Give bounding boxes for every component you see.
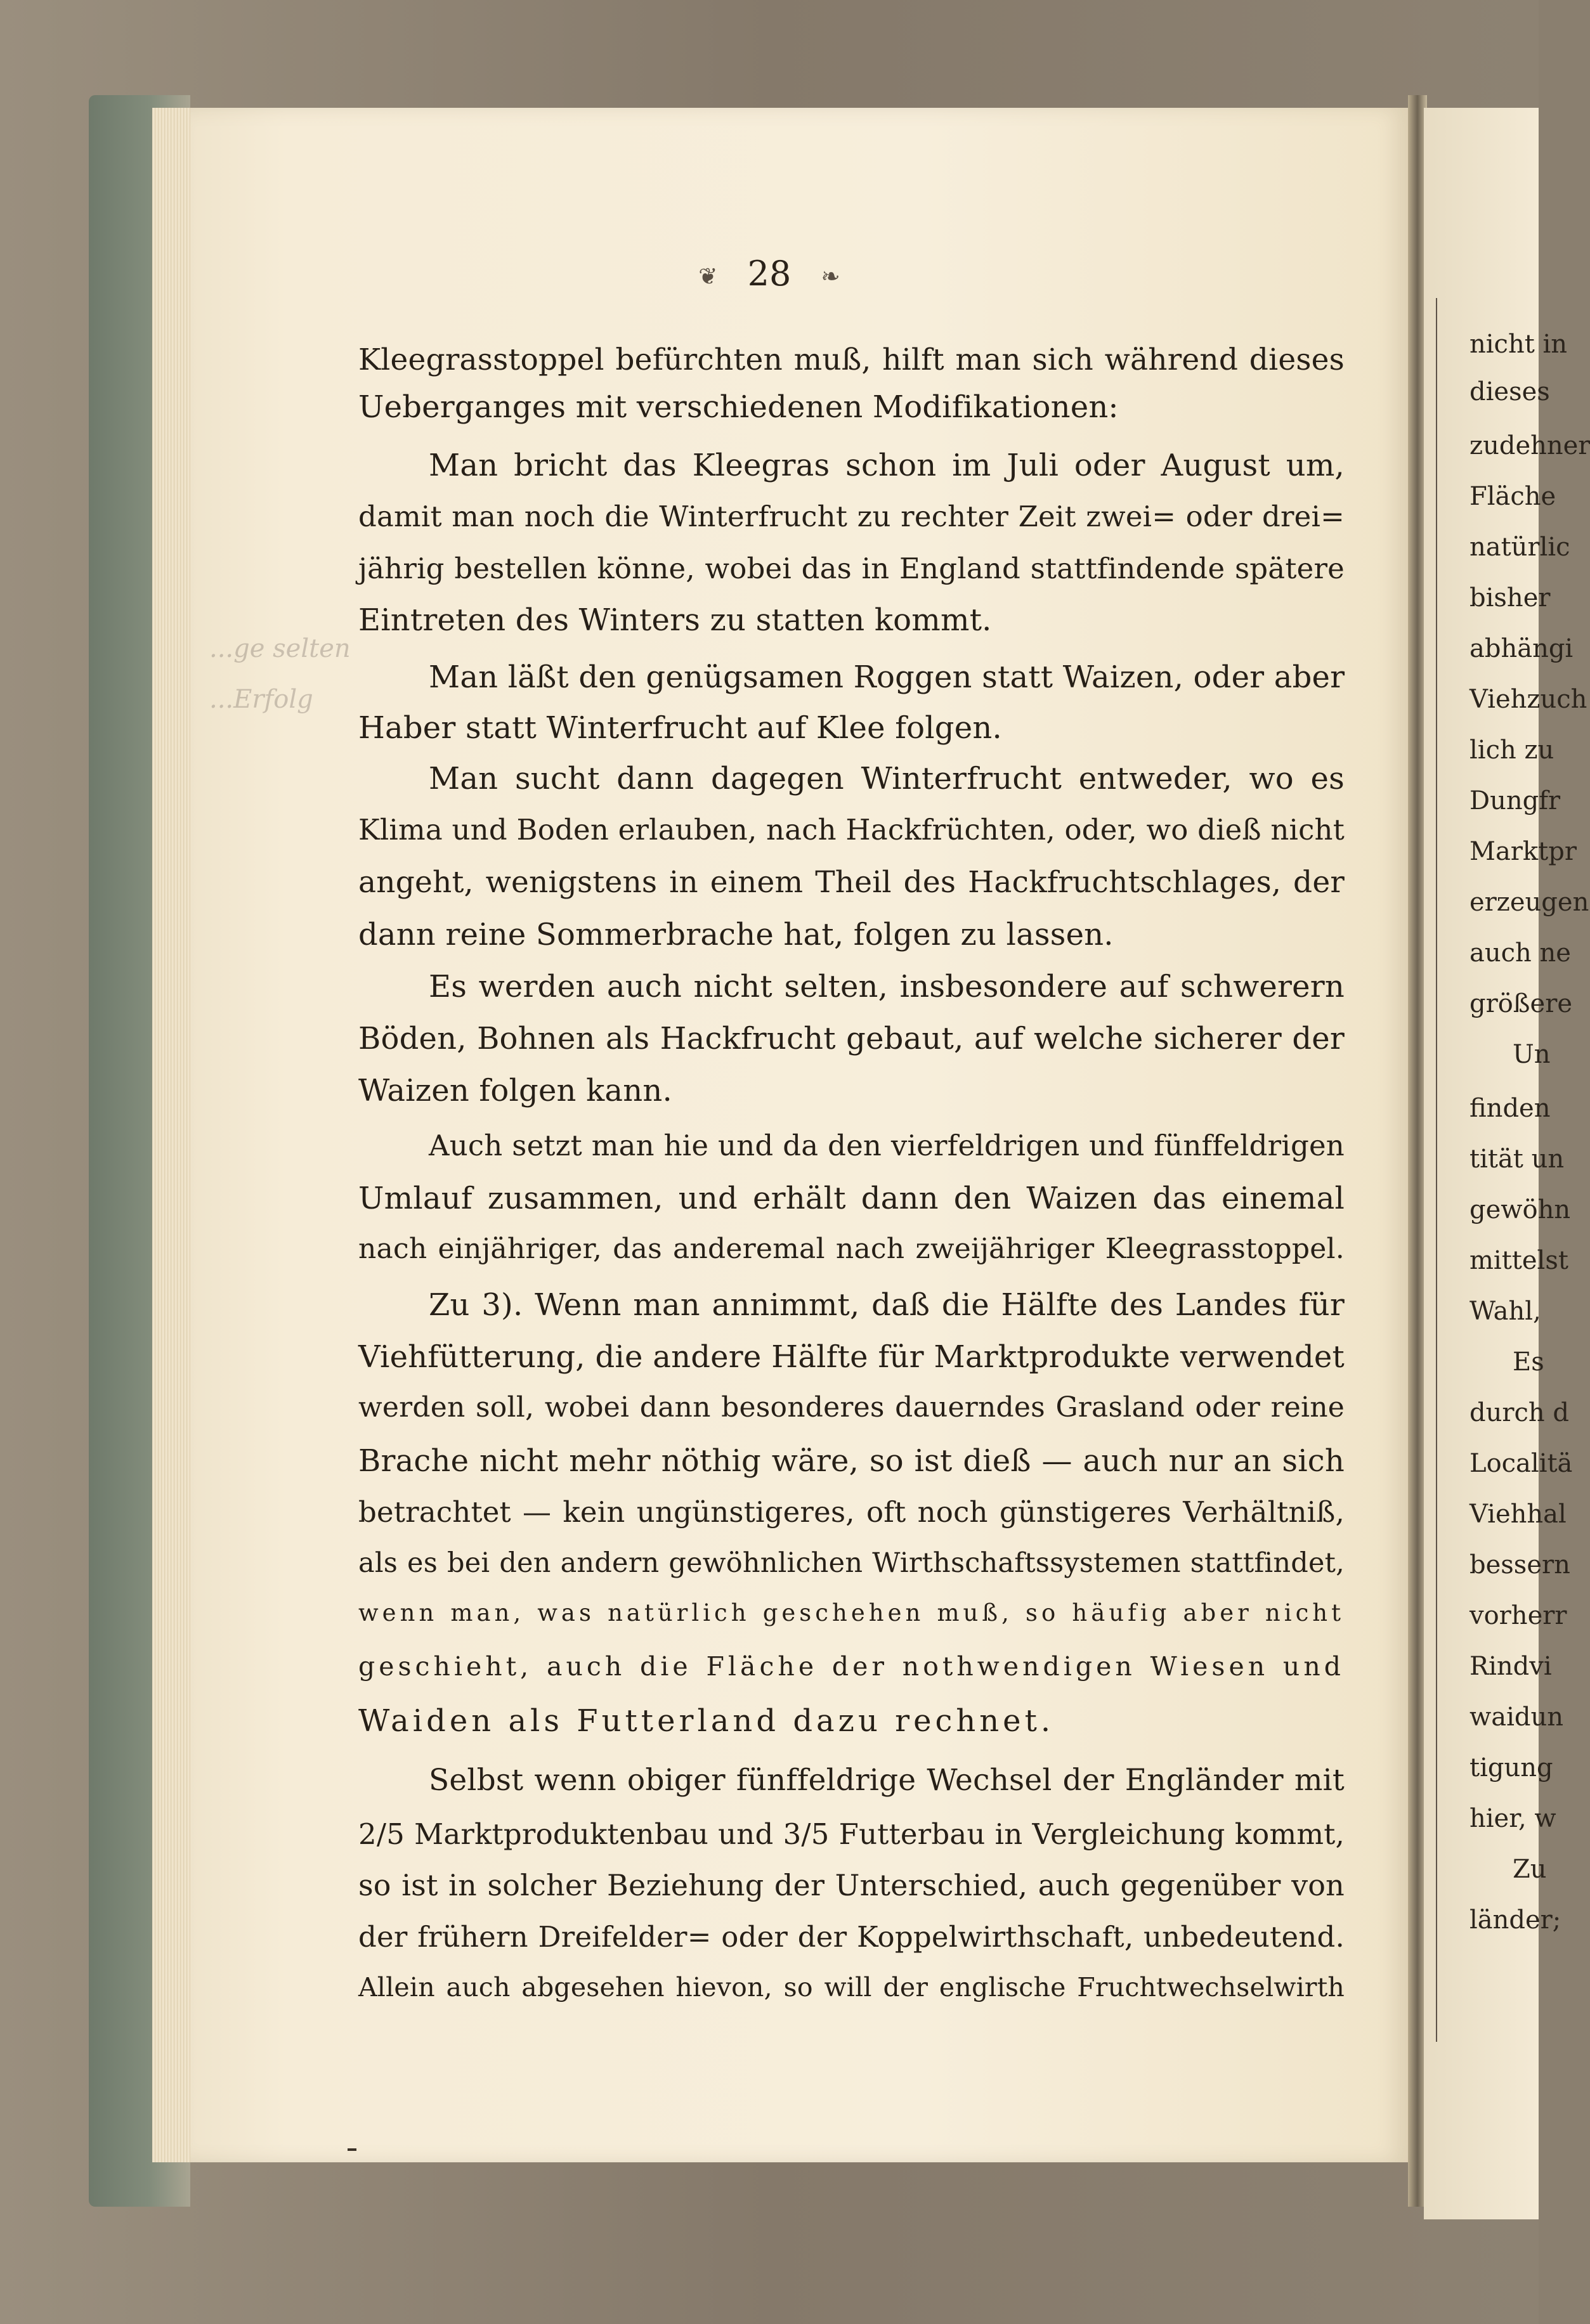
text-line: Man sucht dann dagegen Winterfrucht entweder, wo es: [429, 761, 1345, 796]
facing-page-line: auch ne: [1469, 938, 1571, 968]
ornament-left-icon: ❦: [698, 263, 718, 290]
text-line: Eintreten des Winters zu statten kommt.: [358, 602, 992, 638]
text-line: 2/5 Marktproduktenbau und 3/5 Futterbau in Vergleichung kommt,: [358, 1817, 1345, 1851]
text-line: der frühern Dreifelder= oder der Koppelwirthschaft, unbedeutend.: [358, 1920, 1345, 1954]
facing-page-line: mittelst: [1469, 1246, 1568, 1275]
facing-page-line: lich zu: [1469, 736, 1554, 765]
facing-page-line: Es: [1513, 1347, 1544, 1377]
text-line: Man läßt den genügsamen Roggen statt Waizen, oder aber: [429, 659, 1345, 695]
facing-page-line: waidun: [1469, 1703, 1564, 1732]
text-line: Kleegrasstoppel befürchten muß, hilft man sich während dieses: [358, 342, 1345, 377]
facing-page-line: Fläche: [1469, 482, 1556, 511]
text-line: nach einjähriger, das anderemal nach zweijähriger Kleegrasstoppel.: [358, 1233, 1345, 1265]
text-line: Brache nicht mehr nöthig wäre, so ist dieß — auch nur an sich: [358, 1443, 1345, 1479]
facing-page-line: Un: [1513, 1040, 1551, 1069]
text-line: damit man noch die Winterfrucht zu rechter Zeit zwei= oder drei=: [358, 500, 1345, 533]
text-line: Klima und Boden erlauben, nach Hackfrüchten, oder, wo dieß nicht: [358, 813, 1345, 847]
facing-page-line: bisher: [1469, 583, 1551, 613]
text-line: Waizen folgen kann.: [358, 1073, 672, 1108]
text-line: Man bricht das Kleegras schon im Juli oder August um,: [429, 448, 1345, 483]
text-line: Ueberganges mit verschiedenen Modifikationen:: [358, 389, 1119, 425]
facing-page-line: Rindvi: [1469, 1652, 1552, 1681]
facing-page-line: größere: [1469, 989, 1572, 1018]
text-line: Zu 3). Wenn man annimmt, daß die Hälfte des Landes für: [429, 1287, 1345, 1323]
facing-page-rule: [1436, 298, 1437, 2042]
page-mark: [348, 2148, 356, 2151]
facing-page-line: durch d: [1469, 1398, 1569, 1427]
text-line: betrachtet — kein ungünstigeres, oft noch günstigeres Verhältniß,: [358, 1495, 1345, 1529]
facing-page-line: Zu: [1513, 1855, 1547, 1884]
page-number: 28: [747, 254, 792, 294]
text-line: jährig bestellen könne, wobei das in England stattfindende spätere: [358, 552, 1345, 585]
text-line: Viehfütterung, die andere Hälfte für Marktprodukte verwendet: [358, 1339, 1345, 1375]
facing-page-line: Wahl,: [1469, 1297, 1541, 1326]
facing-page-line: tigung: [1469, 1753, 1553, 1782]
page-edges: [152, 108, 190, 2162]
text-line: dann reine Sommerbrache hat, folgen zu lassen.: [358, 917, 1114, 952]
facing-page-line: abhängi: [1469, 634, 1574, 663]
facing-page-line: erzeugen: [1469, 888, 1589, 917]
page-header: [0, 254, 1539, 294]
text-line: Allein auch abgesehen hievon, so will der englische Fruchtwechselwirth: [358, 1972, 1345, 2003]
facing-page-fragment: [1424, 108, 1590, 2219]
facing-page-line: bessern: [1469, 1550, 1570, 1580]
ornament-right-icon: ❧: [821, 263, 840, 290]
facing-page-line: Viehzuch: [1469, 685, 1587, 714]
facing-page-line: Localitä: [1469, 1449, 1573, 1478]
facing-page-line: gewöhn: [1469, 1195, 1571, 1224]
text-line: so ist in solcher Beziehung der Unterschied, auch gegenüber von: [358, 1868, 1345, 1902]
text-line: als es bei den andern gewöhnlichen Wirthschaftssystemen stattfindet,: [358, 1547, 1345, 1579]
marginal-pencil-note: ...Erfolg: [209, 685, 313, 714]
text-line: Waiden als Futterland dazu rechnet.: [358, 1703, 1055, 1739]
facing-page-line: finden: [1469, 1094, 1551, 1123]
text-line: Haber statt Winterfrucht auf Klee folgen.: [358, 710, 1002, 746]
facing-page-line: Dungfr: [1469, 786, 1561, 815]
text-line: Selbst wenn obiger fünffeldrige Wechsel der Engländer mit: [429, 1763, 1345, 1798]
text-line: angeht, wenigstens in einem Theil des Hackfruchtschlages, der: [358, 865, 1345, 900]
text-line: Auch setzt man hie und da den vierfeldrigen und fünffeldrigen: [429, 1129, 1345, 1162]
facing-page-line: länder;: [1469, 1905, 1561, 1935]
facing-page-line: Viehhal: [1469, 1500, 1567, 1529]
facing-page-line: nicht in: [1469, 330, 1568, 359]
facing-page-line: Marktpr: [1469, 837, 1577, 866]
facing-page-line: hier, w: [1469, 1804, 1556, 1833]
facing-page-line: zudehner: [1469, 431, 1590, 460]
facing-page-line: vorherr: [1469, 1601, 1567, 1630]
text-line: Es werden auch nicht selten, insbesondere auf schwerern: [429, 969, 1345, 1004]
facing-page-line: tität un: [1469, 1145, 1565, 1174]
text-line: geschieht, auch die Fläche der nothwendigen Wiesen und: [358, 1651, 1345, 1682]
marginal-pencil-note: ...ge selten: [209, 634, 351, 663]
text-line: werden soll, wobei dann besonderes dauerndes Grasland oder reine: [358, 1391, 1345, 1424]
text-line: wenn man, was natürlich geschehen muß, so häufig aber nicht: [358, 1599, 1345, 1626]
text-line: Umlauf zusammen, und erhält dann den Waizen das einemal: [358, 1181, 1345, 1216]
facing-page-line: dieses: [1469, 377, 1550, 406]
facing-page-line: natürlic: [1469, 533, 1570, 562]
text-line: Böden, Bohnen als Hackfrucht gebaut, auf welche sicherer der: [358, 1021, 1345, 1056]
